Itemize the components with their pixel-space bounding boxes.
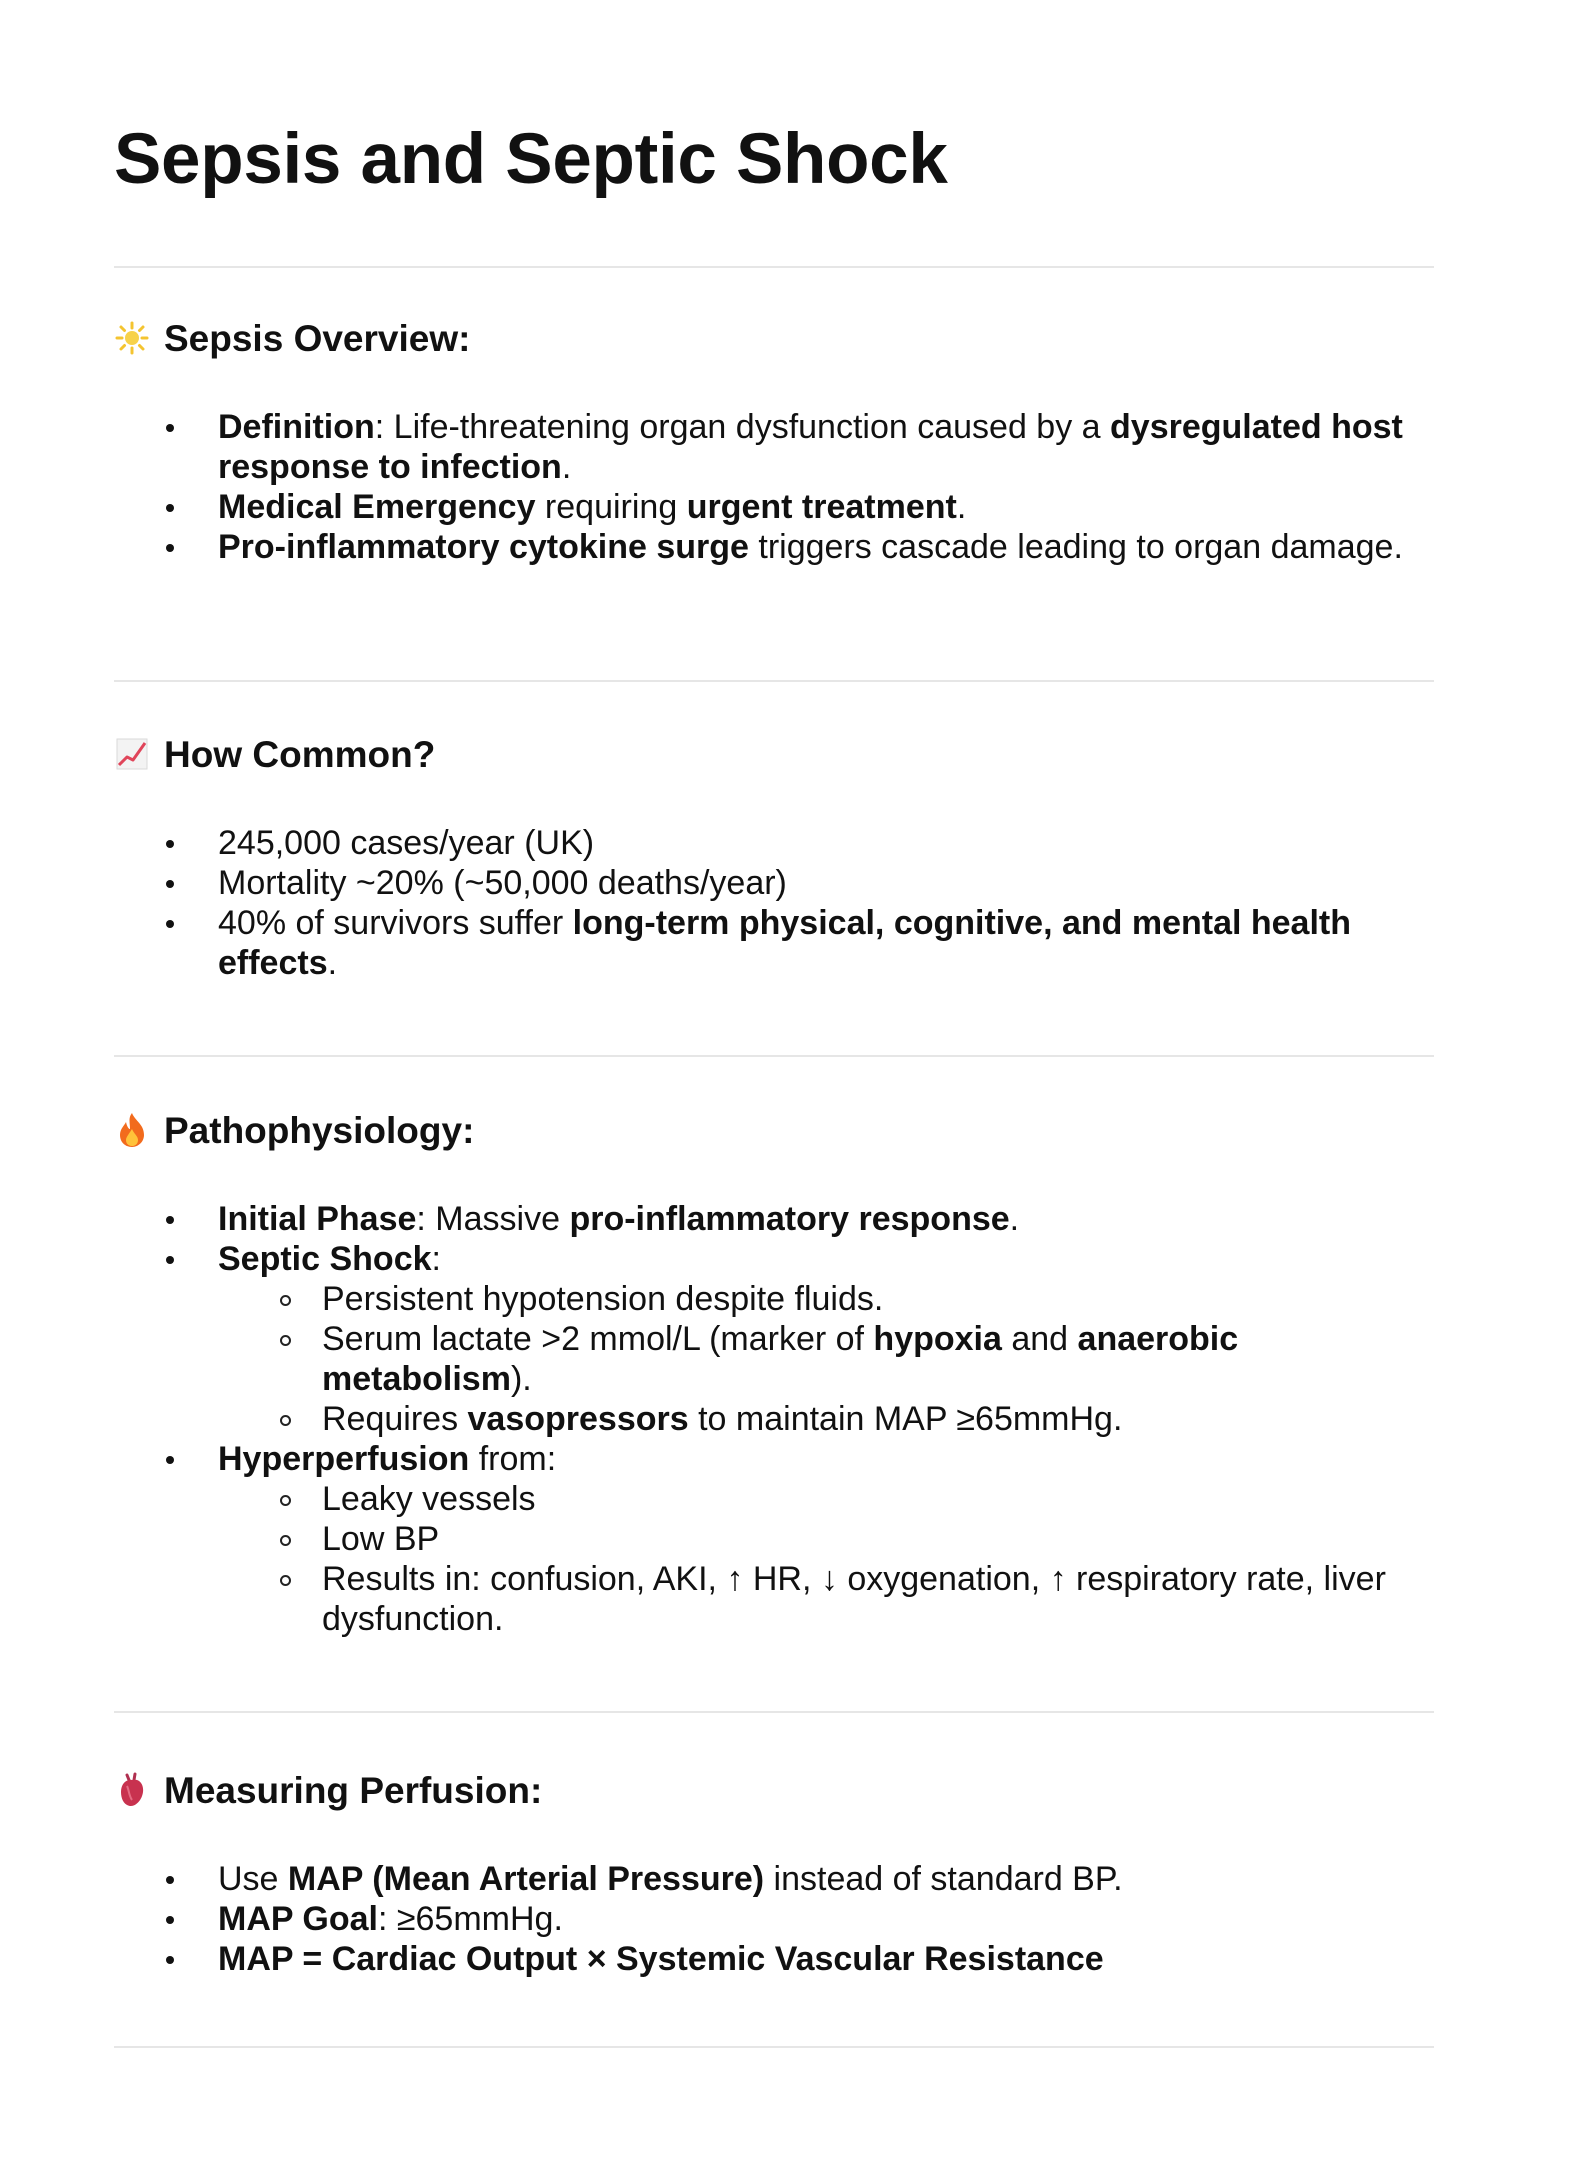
text-run: . [1009,1200,1020,1238]
text-run: to maintain MAP ≥65mmHg. [688,1400,1123,1438]
list-item-text [218,1240,441,1278]
list-item [114,903,1434,983]
text-run: . [956,488,967,526]
list-item [114,1439,1434,1639]
sub-list-item [218,1319,1434,1399]
section-how-common [114,734,1434,983]
sub-list-item-text [322,1400,1122,1438]
section-heading-text: Pathophysiology: [164,1109,475,1151]
section-sepsis-overview [114,318,1434,567]
text-run: 245,000 cases/year (UK) [218,824,595,862]
section-heading [114,734,1434,774]
bullet-dot-icon [166,1876,174,1884]
text-run: Leaky vessels [322,1480,536,1518]
text-run: Results in: confusion, AKI, ↑ HR, ↓ oxygenation, ↑ respiratory rate, liver dysfunction. [322,1560,1386,1638]
text-run: : ≥65mmHg. [377,1900,563,1938]
list-item-text [218,488,966,526]
bullet-dot-icon [166,920,174,928]
bullet-list [114,407,1434,567]
list-item [114,1939,1434,1979]
bullet-list [114,823,1434,983]
bullet-list [114,1199,1434,1639]
bullet-dot-icon [166,1256,174,1264]
list-item-text [218,824,594,862]
text-run: . [327,944,338,982]
text-run: ). [510,1360,532,1398]
hollow-bullet-icon [280,1535,291,1546]
bullet-dot-icon [166,840,174,848]
divider [114,266,1434,268]
section-heading-text: Sepsis Overview: [164,317,471,359]
sub-list-item [218,1279,1434,1319]
hollow-bullet-icon [280,1575,291,1586]
list-item-text [218,1200,1019,1238]
text-run: requiring [535,488,687,526]
bold-text: Medical Emergency [218,488,536,526]
divider [114,1055,1434,1057]
sub-list-item-text [322,1560,1386,1638]
bullet-dot-icon [166,1216,174,1224]
list-item-text [218,904,1351,982]
bullet-dot-icon [166,424,174,432]
sub-list-item-text [322,1280,883,1318]
list-item-text [218,1940,1104,1978]
bold-text: Definition [218,408,375,446]
divider [114,2046,1434,2048]
list-item-text [218,1860,1123,1898]
text-run: Requires [322,1400,468,1438]
text-run: and [1001,1320,1078,1358]
text-run: : Life-threatening organ dysfunction caused by a [374,408,1111,446]
sub-list-item [218,1559,1434,1639]
hollow-bullet-icon [280,1335,291,1346]
bold-text: anaerobic metabolism [322,1320,1239,1398]
bold-text: Hyperperfusion [218,1440,470,1478]
text-run: : [431,1240,441,1278]
text-run: . [561,448,572,486]
page-title: Sepsis and Septic Shock [114,120,948,199]
text-run: Serum lactate >2 mmol/L (marker of [322,1320,874,1358]
text-run: instead of standard BP. [764,1860,1123,1898]
text-run: Low BP [322,1520,440,1558]
sun-icon [114,318,150,358]
list-item-text [218,1440,556,1478]
section-heading [114,1770,1434,1810]
bullet-dot-icon [166,1456,174,1464]
anatomical-heart-icon [114,1770,150,1810]
list-item [114,487,1434,527]
bold-text: MAP (Mean Arterial Pressure) [287,1860,765,1898]
bold-text: vasopressors [467,1400,689,1438]
text-run: triggers cascade leading to organ damage. [748,528,1403,566]
list-item-text [218,1900,563,1938]
list-item [114,863,1434,903]
sub-list [114,1479,1434,1639]
list-item [114,1199,1434,1239]
bold-text: Initial Phase [218,1200,417,1238]
section-heading-text: How Common? [164,733,436,775]
bold-text: dysregulated host response to infection [218,408,1403,486]
section-pathophysiology [114,1110,1434,1639]
sub-list-item [218,1479,1434,1519]
fire-icon [114,1110,150,1150]
sub-list-item [218,1519,1434,1559]
list-item [114,407,1434,487]
bullet-dot-icon [166,544,174,552]
text-run: 40% of survivors suffer [218,904,573,942]
sub-list-item [218,1399,1434,1439]
bold-text: urgent treatment [686,488,957,526]
section-heading-text: Measuring Perfusion: [164,1769,543,1811]
bullet-dot-icon [166,504,174,512]
list-item-text [218,528,1403,566]
list-item-text [218,864,787,902]
text-run: : Massive [416,1200,570,1238]
text-run: from: [469,1440,557,1478]
section-heading [114,318,1434,358]
bullet-dot-icon [166,1916,174,1924]
sub-list-item-text [322,1520,439,1558]
sub-list-item-text [322,1480,536,1518]
bold-text: long-term physical, cognitive, and mental health effects [218,904,1352,982]
bold-text: Pro-inflammatory cytokine surge [218,528,749,566]
hollow-bullet-icon [280,1495,291,1506]
sub-list [114,1279,1434,1439]
bullet-list [114,1859,1434,1979]
hollow-bullet-icon [280,1295,291,1306]
list-item [114,1239,1434,1439]
hollow-bullet-icon [280,1415,291,1426]
sub-list-item-text [322,1320,1238,1398]
list-item [114,823,1434,863]
bold-text: hypoxia [873,1320,1002,1358]
list-item [114,527,1434,567]
section-heading [114,1110,1434,1150]
section-measuring-perfusion [114,1770,1434,1979]
bullet-dot-icon [166,1956,174,1964]
list-item [114,1899,1434,1939]
text-run: Persistent hypotension despite fluids. [322,1280,884,1318]
list-item [114,1859,1434,1899]
bold-text: Septic Shock [218,1240,432,1278]
text-run: Use [218,1860,288,1898]
list-item-text [218,408,1403,486]
bold-text: MAP = Cardiac Output × Systemic Vascular Resistance [218,1940,1104,1978]
divider [114,1711,1434,1713]
chart-increasing-icon [114,734,150,774]
bold-text: MAP Goal [218,1900,378,1938]
bold-text: pro-inflammatory response [569,1200,1010,1238]
text-run: Mortality ~20% (~50,000 deaths/year) [218,864,787,902]
bullet-dot-icon [166,880,174,888]
divider [114,680,1434,682]
